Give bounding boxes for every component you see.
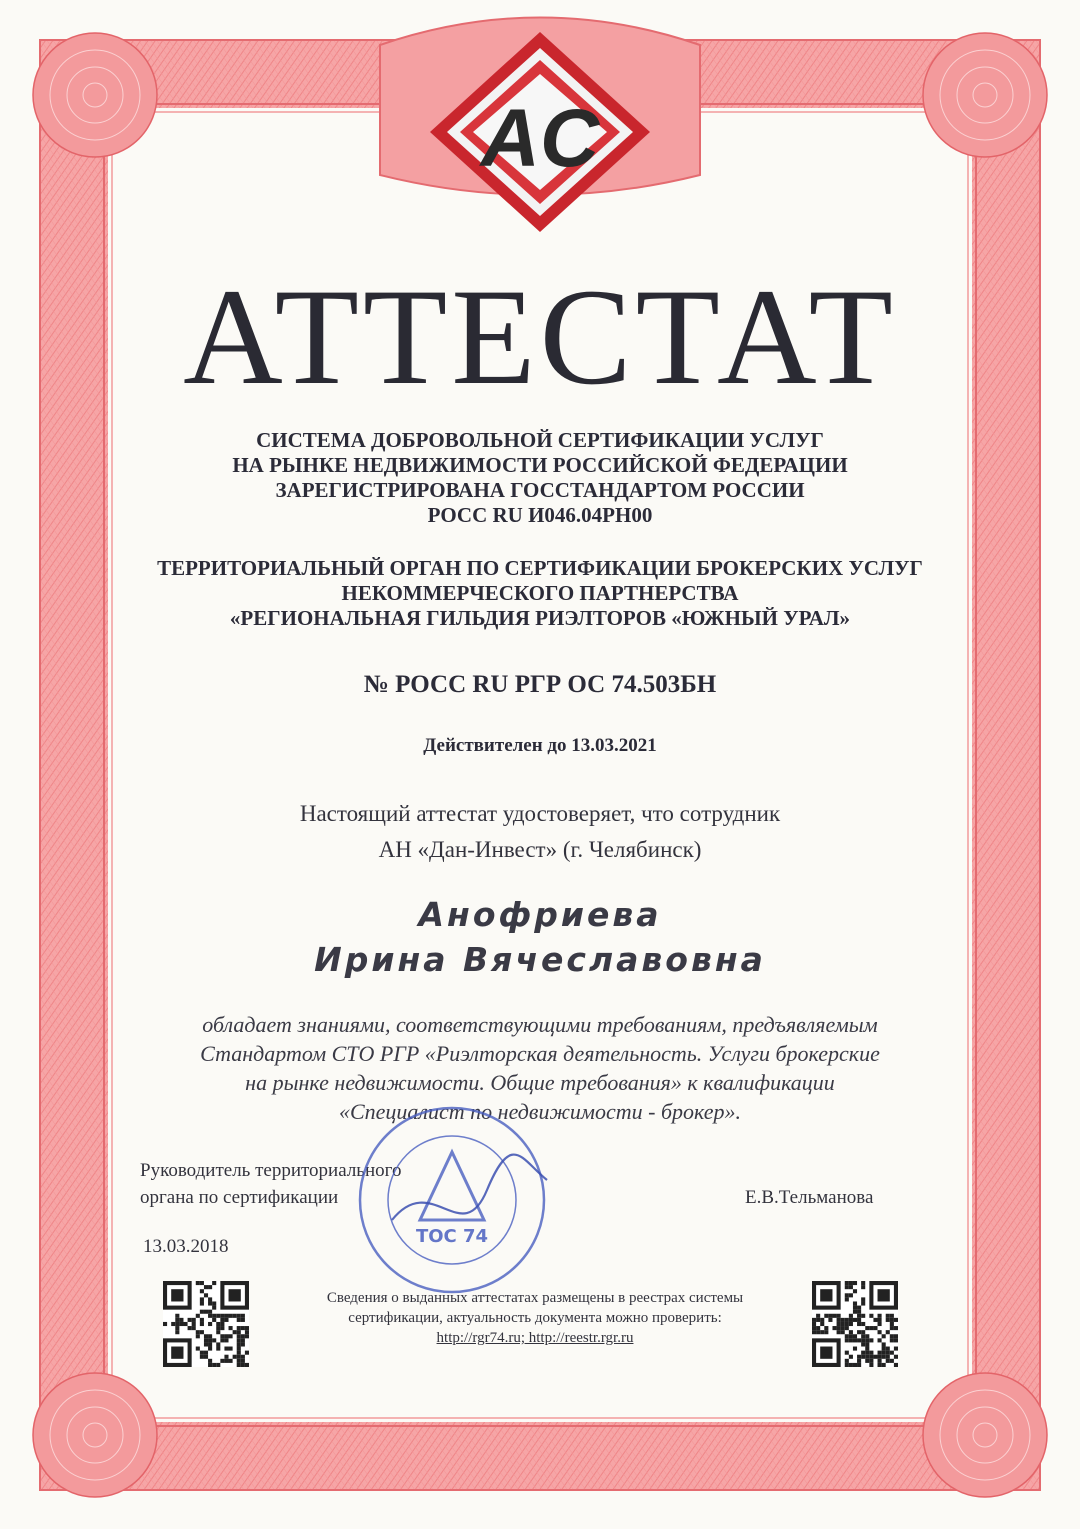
position-line: Руководитель территориального bbox=[140, 1160, 402, 1181]
header-line: ТЕРРИТОРИАЛЬНЫЙ ОРГАН ПО СЕРТИФИКАЦИИ БРОКЕРСКИХ УСЛУГ bbox=[157, 556, 923, 580]
ac-logo bbox=[425, 30, 655, 235]
svg-text:ТОС 74: ТОС 74 bbox=[415, 1226, 489, 1247]
qualification-line: обладает знаниями, соответствующими требованиям, предъявляемым bbox=[202, 1012, 878, 1037]
header-line: ЗАРЕГИСТРИРОВАНА ГОССТАНДАРТОМ РОССИИ bbox=[275, 478, 805, 502]
header-line: СИСТЕМА ДОБРОВОЛЬНОЙ СЕРТИФИКАЦИИ УСЛУГ bbox=[256, 428, 824, 452]
holder-given-names: Ирина Вячеславовна bbox=[314, 940, 766, 979]
registry-note bbox=[270, 1288, 800, 1348]
qualification-line: на рынке недвижимости. Общие требования» к квалификации bbox=[245, 1070, 835, 1095]
holder-surname: Анофриева bbox=[418, 895, 662, 934]
note-line: Сведения о выданных аттестатах размещены в реестрах системы bbox=[326, 1290, 744, 1306]
signatory-name: Е.В.Тельманова bbox=[745, 1187, 874, 1208]
statement-line: АН «Дан-Инвест» (г. Челябинск) bbox=[378, 837, 702, 862]
official-stamp bbox=[352, 1100, 552, 1300]
certificate-number: № РОСС RU РГР ОС 74.503БН bbox=[363, 671, 717, 698]
qr-code-left bbox=[163, 1281, 249, 1367]
qualification-line: «Специалист по недвижимости - брокер». bbox=[338, 1099, 742, 1124]
certification-system-header bbox=[0, 428, 1080, 528]
header-line: НЕКОММЕРЧЕСКОГО ПАРТНЕРСТВА bbox=[341, 581, 739, 605]
position-line: органа по сертификации bbox=[140, 1187, 339, 1208]
header-line: НА РЫНКЕ НЕДВИЖИМОСТИ РОССИЙСКОЙ ФЕДЕРАЦИИ bbox=[232, 453, 848, 477]
issue-date: 13.03.2018 bbox=[143, 1236, 229, 1257]
qr-code-right bbox=[812, 1281, 898, 1367]
qualification-line: Стандартом СТО РГР «Риэлторская деятельность. Услуги брокерские bbox=[200, 1041, 880, 1066]
registration-number: РОСС RU И046.04РН00 bbox=[427, 503, 653, 527]
svg-text:AC: AC bbox=[480, 93, 600, 184]
valid-until: Действителен до 13.03.2021 bbox=[423, 735, 657, 756]
certification-statement bbox=[0, 796, 1080, 868]
document-title: АТТЕСТАТ bbox=[183, 260, 897, 413]
statement-line: Настоящий аттестат удостоверяет, что сотрудник bbox=[299, 801, 781, 826]
header-line: «РЕГИОНАЛЬНАЯ ГИЛЬДИЯ РИЭЛТОРОВ «ЮЖНЫЙ УРАЛ» bbox=[229, 606, 851, 630]
registry-links[interactable]: http://rgr74.ru; http://reestr.rgr.ru bbox=[436, 1330, 634, 1346]
certification-organ-header bbox=[0, 556, 1080, 631]
note-line: сертификации, актуальность документа можно проверить: bbox=[348, 1310, 722, 1326]
